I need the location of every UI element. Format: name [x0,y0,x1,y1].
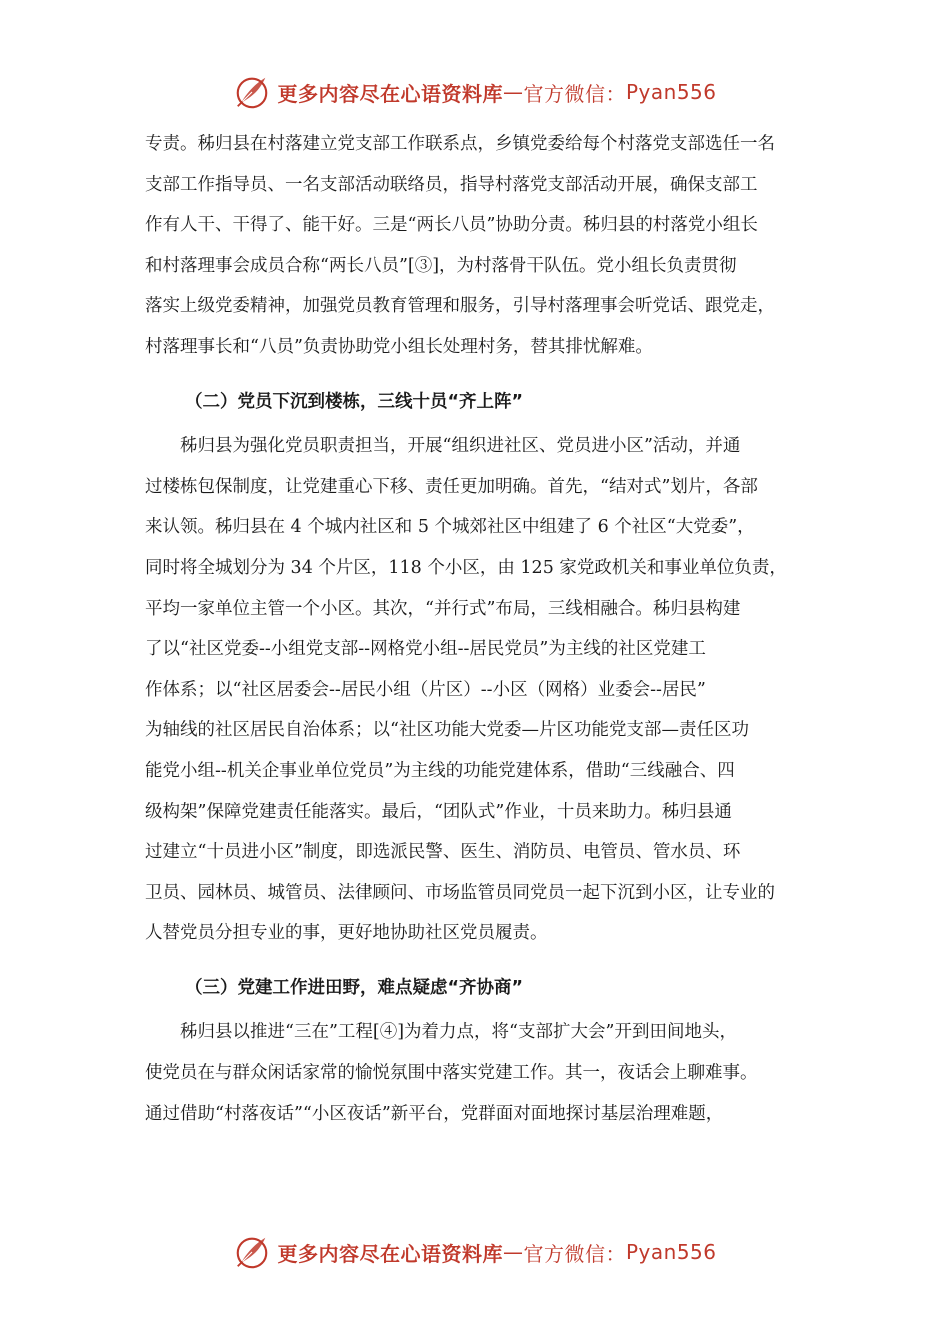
text-line: 作体系；以“社区居委会--居民小组（片区）--小区（网格）业委会--居民” [145,679,706,700]
section-heading-2: （二）党员下沉到楼栋，三线十员“齐上阵” [185,391,524,412]
text-line: 平均一家单位主管一个小区。其次，“并行式”布局，三线相融合。秭归县构建 [145,598,741,619]
watermark-separator: — [502,80,524,104]
text-line: 了以“社区党委--小组党支部--网格党小组--居民党员”为主线的社区党建工 [145,639,706,660]
paragraph-block-1 [145,124,825,368]
text-line: 秭归县以推进“三在”工程[④]为着力点，将“支部扩大会”开到田间地头， [180,1022,737,1043]
watermark-id-text: Pyan556 [625,80,717,104]
section-heading-3: （三）党建工作进田野，难点疑虑“齐协商” [185,977,524,998]
paragraph-block-3 [145,1012,825,1134]
text-line: 作有人干、干得了、能干好。三是“两长八员”协助分责。秭归县的村落党小组长 [145,215,758,236]
quill-logo-icon [233,73,271,111]
watermark-main-text: 更多内容尽在心语资料库 [277,81,503,106]
watermark-sub-text: 官方微信： [523,1241,626,1266]
watermark-separator: — [502,1240,524,1264]
text-line: 级构架”保障党建责任能落实。最后，“团队式”作业，十员来助力。秭归县通 [145,801,732,822]
text-line: 专责。秭归县在村落建立党支部工作联系点，乡镇党委给每个村落党支部选任一名 [145,134,775,154]
text-line: 村落理事长和“八员”负责协助党小组长处理村务，替其排忧解难。 [145,336,653,357]
paragraph-block-2 [145,426,825,954]
text-line: 通过借助“村落夜话”“小区夜话”新平台，党群面对面地探讨基层治理难题， [145,1103,724,1124]
text-line: 使党员在与群众闲话家常的愉悦氛围中落实党建工作。其一，夜话会上聊难事。 [145,1063,758,1084]
text-line: 能党小组--机关企事业单位党员”为主线的功能党建体系，借助“三线融合、四 [145,760,735,781]
text-line: 来认领。秭归县在 4 个城内社区和 5 个城郊社区中组建了 6 个社区“大党委”， [145,517,755,538]
text-line: 过楼栋包保制度，让党建重心下移、责任更加明确。首先，“结对式”划片，各部 [145,476,758,497]
text-line: 落实上级党委精神，加强党员教育管理和服务，引导村落理事会听党话、跟党走， [145,296,775,317]
text-line: 和村落理事会成员合称“两长八员”[③]，为村落骨干队伍。党小组长负责贯彻 [145,255,737,276]
watermark-sub-text: 官方微信： [523,81,626,106]
watermark-main-text: 更多内容尽在心语资料库 [277,1241,503,1266]
text-line: 秭归县为强化党员职责担当，开展“组织进社区、党员进小区”活动，并通 [180,436,741,457]
text-line: 卫员、园林员、城管员、法律顾问、市场监管员同党员一起下沉到小区，让专业的 [145,882,775,903]
text-line: 人替党员分担专业的事，更好地协助社区党员履责。 [145,923,548,944]
header-watermark [0,70,950,114]
watermark-id-text: Pyan556 [625,1240,717,1264]
text-line: 同时将全城划分为 34 个片区，118 个小区，由 125 家党政机关和事业单位负责， [145,557,787,578]
quill-logo-icon [233,1233,271,1271]
text-line: 支部工作指导员、一名支部活动联络员，指导村落党支部活动开展，确保支部工 [145,174,758,195]
document-body [145,124,825,1134]
text-line: 过建立“十员进小区”制度，即选派民警、医生、消防员、电管员、管水员、环 [145,842,741,863]
text-line: 为轴线的社区居民自治体系；以“社区功能大党委—片区功能党支部—责任区功 [145,720,749,741]
footer-watermark [0,1230,950,1274]
